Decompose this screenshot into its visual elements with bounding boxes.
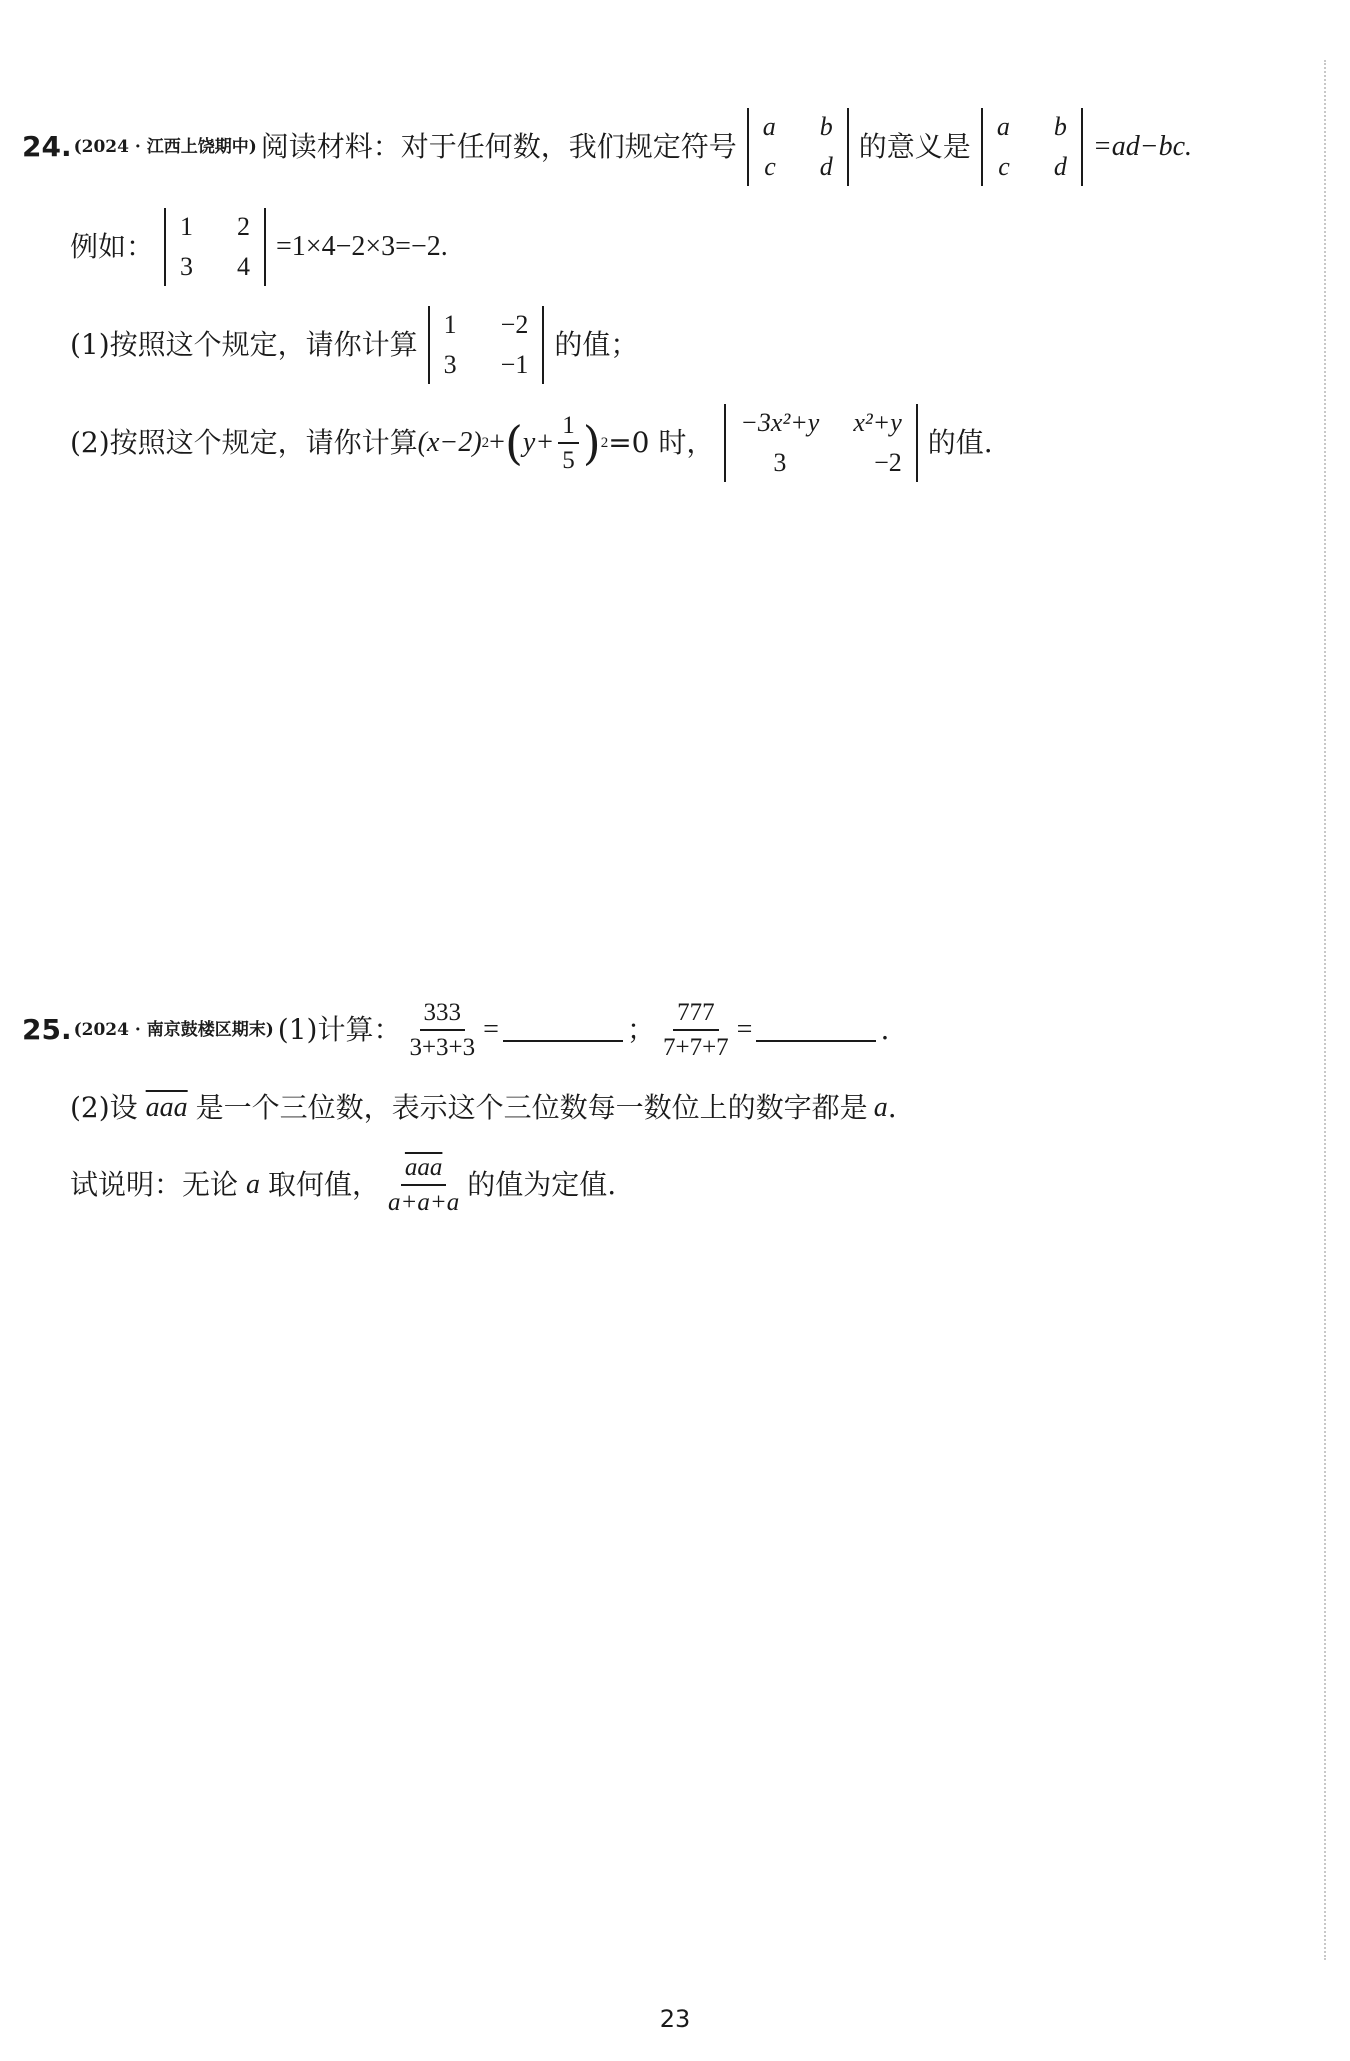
q24-part2-eq: =0 时， <box>608 426 715 459</box>
det-cell: −1 <box>500 350 529 379</box>
det-cell: d <box>1053 152 1067 181</box>
q24-meaning: 的意义是 <box>858 130 971 163</box>
det-cell: c <box>998 152 1010 181</box>
det-cell: 2 <box>237 212 251 241</box>
det-cell: 3 <box>443 350 457 379</box>
q24-source: (2024 · 江西上饶期中) <box>73 136 257 157</box>
det-cell: 1 <box>180 212 194 241</box>
q24-example-result: =1×4−2×3=−2. <box>276 231 448 262</box>
q24-example-line <box>70 208 448 286</box>
q24-definition-determinant-repeat <box>981 108 1083 186</box>
answer-blank-2[interactable] <box>756 1018 876 1042</box>
det-cell: 3 <box>180 252 194 281</box>
left-paren: ( <box>504 416 523 470</box>
q25-number: 25. <box>22 1013 72 1046</box>
q25-part1-text: (1)计算： <box>277 1013 402 1046</box>
q25-part3-a: 试说明：无论 <box>70 1168 239 1201</box>
q24-part1-line <box>70 306 638 384</box>
fraction-numerator: 777 <box>673 1000 719 1031</box>
q25-part3-line <box>70 1155 616 1215</box>
fraction-numerator: 333 <box>420 1000 466 1031</box>
equals-sign: = <box>483 1014 499 1045</box>
q25-source: (2024 · 南京鼓楼区期末) <box>73 1019 274 1040</box>
q24-definition-result: =ad−bc. <box>1092 131 1193 162</box>
q24-part2-text: (2)按照这个规定，请你计算 <box>70 426 418 459</box>
q24-part2-y: y+ <box>522 427 555 458</box>
fraction-numerator: $\overline{aaa}$ <box>401 1155 447 1186</box>
det-cell: 4 <box>237 252 251 281</box>
q25-period: . <box>887 1091 897 1124</box>
q25-fraction-2 <box>659 1000 733 1060</box>
end-period: . <box>880 1013 890 1046</box>
q24-line-1 <box>22 108 1192 186</box>
q24-intro: 阅读材料：对于任何数，我们规定符号 <box>260 130 737 163</box>
det-cell: a <box>762 112 776 141</box>
q24-part2-line <box>70 404 993 482</box>
q24-part2-tail: 的值. <box>927 426 993 459</box>
page-number: 23 <box>659 2005 691 2033</box>
q25-var-a: a <box>873 1092 888 1123</box>
q24-part2-condition-a: (x−2) <box>417 427 482 458</box>
q24-part2-determinant <box>724 404 917 482</box>
fraction-denominator: a+a+a <box>388 1189 460 1216</box>
det-cell: d <box>819 152 833 181</box>
det-cell: −3x²+y <box>740 408 820 437</box>
answer-blank-1[interactable] <box>503 1018 623 1042</box>
q25-part2-a: (2)设 <box>70 1091 138 1124</box>
det-cell: −2 <box>500 310 529 339</box>
q25-aaa-number: $\overline{aaa}$ <box>145 1092 188 1123</box>
fraction-denominator: 5 <box>562 447 575 474</box>
right-paren: ) <box>582 416 601 470</box>
q25-fraction-3 <box>384 1155 463 1215</box>
square-exponent: 2 <box>481 434 490 451</box>
equals-sign: = <box>736 1014 753 1045</box>
q25-var-a-2: a <box>246 1169 261 1200</box>
q25-part2-line <box>70 1091 897 1124</box>
fraction-denominator: 3+3+3 <box>409 1034 476 1061</box>
page-edge-dotted-line <box>1324 60 1326 1960</box>
det-cell: x²+y <box>853 408 902 437</box>
q24-part1-tail: 的值； <box>554 328 639 361</box>
det-cell: c <box>764 152 776 181</box>
q24-part2-fraction <box>558 413 579 473</box>
q24-definition-determinant <box>747 108 849 186</box>
separator: ； <box>626 1013 655 1046</box>
det-cell: b <box>819 112 833 141</box>
q25-part3-b: 取何值， <box>268 1168 381 1201</box>
det-cell: a <box>996 112 1010 141</box>
q24-part1-determinant <box>428 306 545 384</box>
det-cell: b <box>1053 112 1067 141</box>
q25-part2-b: 是一个三位数，表示这个三位数每一数位上的数字都是 <box>195 1091 868 1124</box>
det-cell: −2 <box>874 448 902 477</box>
det-cell: 1 <box>443 310 457 339</box>
plus-sign: + <box>489 427 505 458</box>
q24-example-label: 例如： <box>70 230 155 263</box>
q24-part1-text: (1)按照这个规定，请你计算 <box>70 328 418 361</box>
det-cell: 3 <box>773 448 787 477</box>
q25-part3-tail: 的值为定值. <box>467 1168 617 1201</box>
square-exponent: 2 <box>600 434 609 451</box>
q25-fraction-1 <box>405 1000 479 1060</box>
q24-example-determinant <box>164 208 266 286</box>
fraction-numerator: 1 <box>558 413 579 444</box>
q25-line-1 <box>22 1000 889 1060</box>
q24-number: 24. <box>22 130 72 163</box>
fraction-denominator: 7+7+7 <box>662 1034 729 1061</box>
